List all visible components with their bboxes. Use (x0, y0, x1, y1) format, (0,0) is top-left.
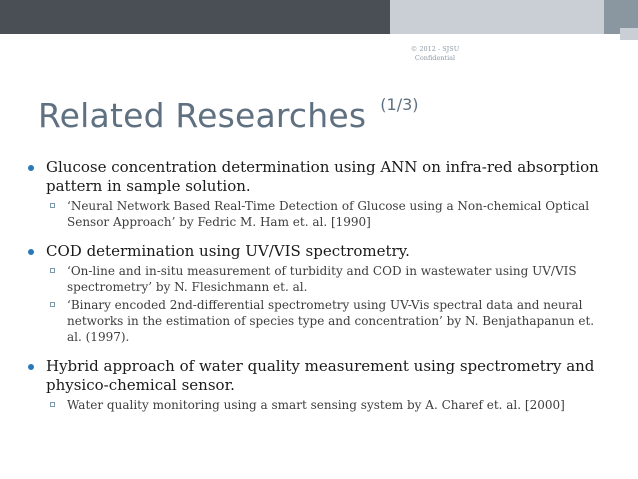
title-text: Related Researches (38, 96, 367, 135)
bullet-dot-icon (28, 364, 34, 370)
bullet-text: Hybrid approach of water quality measurement using spectrometry and physico-chemical sensor. (46, 357, 595, 394)
corner-mark (620, 28, 638, 40)
copyright-notice (395, 45, 475, 63)
bullet-text: COD determination using UV/VIS spectrometry. (46, 242, 410, 260)
bullet-item (28, 242, 608, 261)
bullet-item (28, 357, 608, 395)
sub-bullet-text: ‘On-line and in-situ measurement of turbidity and COD in wastewater using UV/VIS spectrometry’ by N. Flesichmann et. al. (67, 264, 577, 294)
copyright-line-2: Confidential (414, 54, 456, 62)
sub-bullet-item (28, 397, 608, 413)
square-bullet-icon (50, 203, 55, 208)
sub-bullet-item (28, 297, 608, 345)
square-bullet-icon (50, 302, 55, 307)
square-bullet-icon (50, 268, 55, 273)
sub-bullet-item (28, 198, 608, 230)
sub-bullet-text: ‘Neural Network Based Real-Time Detection of Glucose using a Non-chemical Optical Sensor Approach’ by Fedric M. Ham et. al. [1990] (67, 199, 590, 229)
sub-bullet-text: Water quality monitoring using a smart sensing system by A. Charef et. al. [2000] (67, 398, 565, 412)
bullet-dot-icon (28, 165, 34, 171)
bullet-item (28, 158, 608, 196)
bullet-dot-icon (28, 249, 34, 255)
bullet-text: Glucose concentration determination using ANN on infra-red absorption pattern in sample solution. (46, 158, 599, 195)
copyright-line-1: © 2012 - SJSU (410, 45, 460, 53)
sub-bullet-text: ‘Binary encoded 2nd-differential spectrometry using UV-Vis spectral data and neural networks in the estimation of species type and concentration’ by N. Benjathapanun et. al. (1997). (67, 298, 595, 344)
header-bar-highlight (390, 0, 604, 34)
sub-bullet-item (28, 263, 608, 295)
bullet-list (28, 158, 608, 413)
slide-title (38, 96, 419, 135)
page-indicator: (1/3) (380, 95, 419, 114)
square-bullet-icon (50, 402, 55, 407)
